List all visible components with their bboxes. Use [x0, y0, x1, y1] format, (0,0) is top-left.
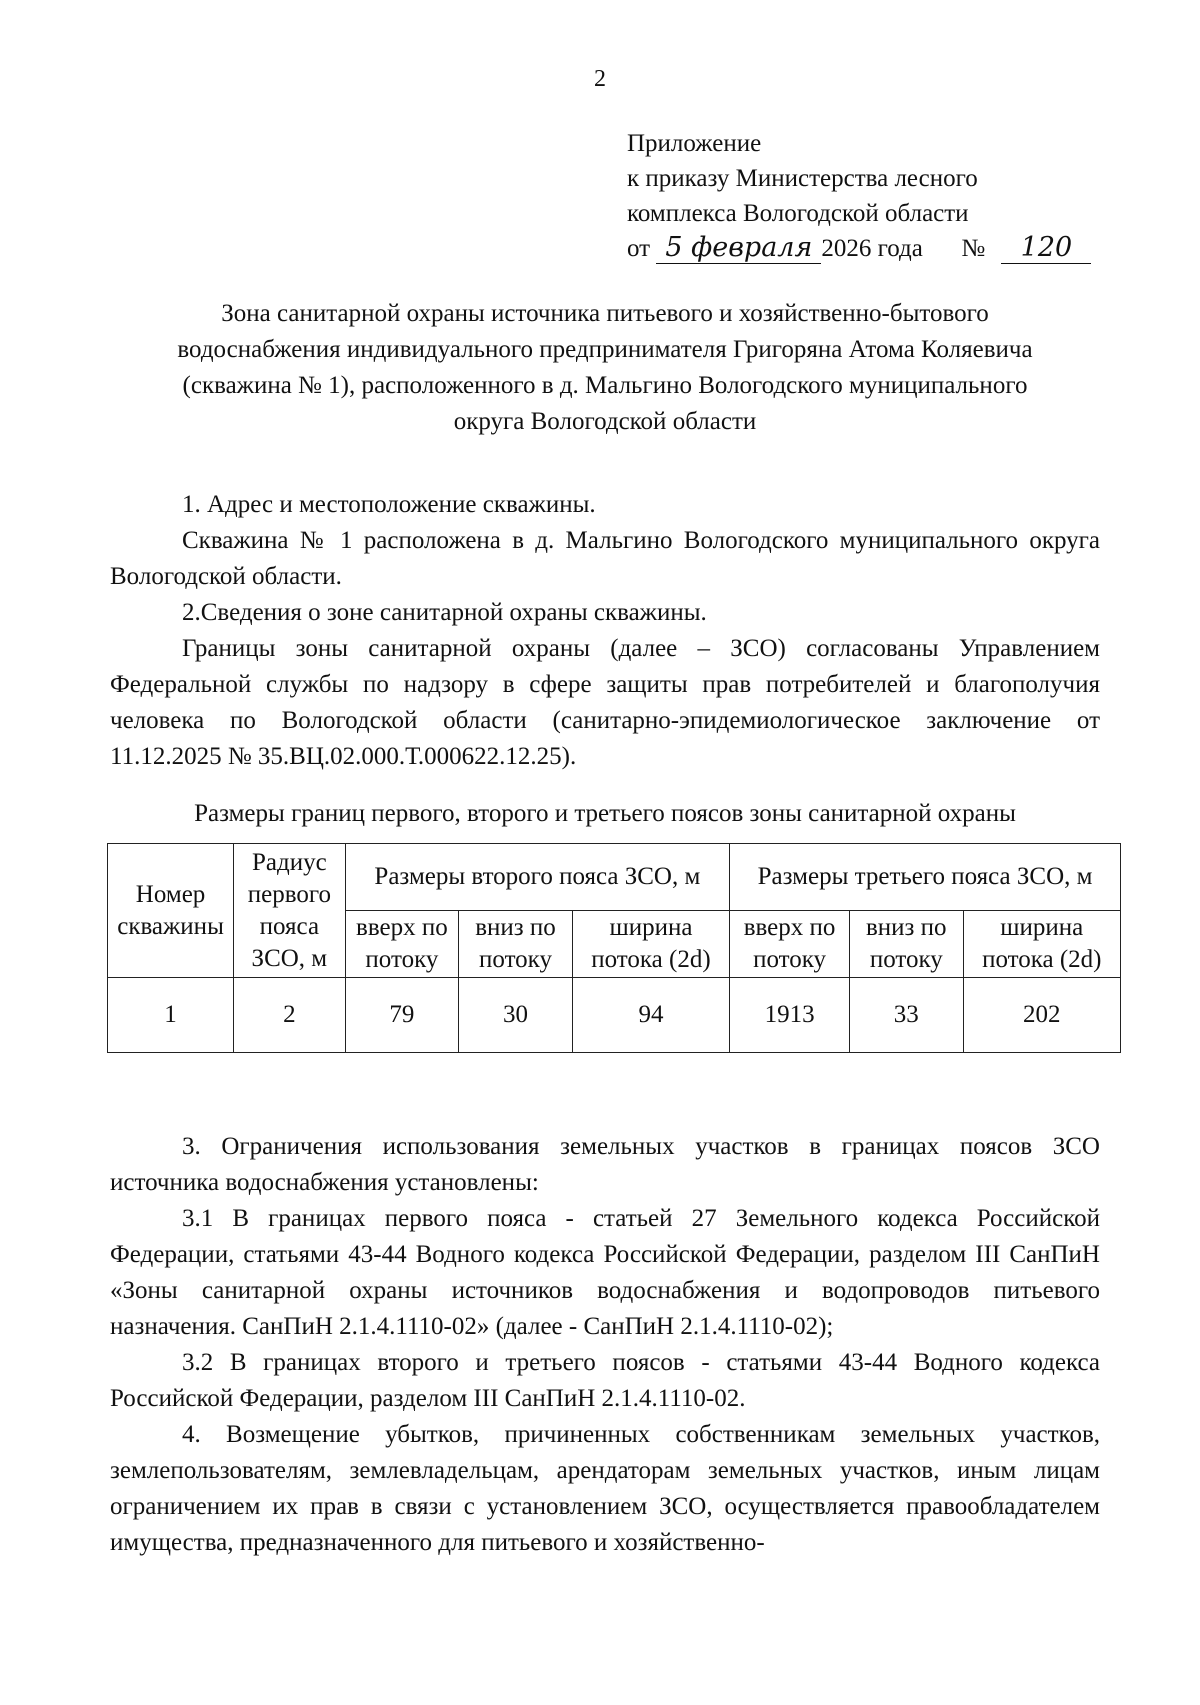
header-well-number: Номер скважины [108, 844, 234, 978]
section-3-1: 3.1 В границах первого пояса - статьей 27 Земельного кодекса Российской Федерации, статьями 43-44 Водного кодекса Российской Федерации, разделом III СанПиН «Зоны санитарной охраны источников водоснабжения и водопроводов питьевого назначения. СанПиН 2.1.4.1110-02» (далее - СанПиН 2.1.4.1110-02); [110, 1205, 1100, 1340]
section-2-text: Границы зоны санитарной охраны (далее – ЗСО) согласованы Управлением Федеральной службы по надзору в сфере защиты прав потребителей и благополучия человека по Вологодской области (санитарно-эпидемиологическое заключение от 11.12.2025 № 35.ВЦ.02.000.Т.000622.12.25). [110, 635, 1100, 770]
table-row [108, 978, 1121, 1053]
section-1-heading: 1. Адрес и местоположение скважины. [182, 491, 596, 518]
handwritten-date: 5 февраля [656, 233, 821, 264]
section-3-intro: 3. Ограничения использования земельных участков в границах поясов ЗСО источника водоснабжения установлены: [110, 1133, 1100, 1196]
header-radius: Радиус первого пояса ЗСО, м [234, 844, 346, 978]
cell-well-number: 1 [108, 978, 234, 1053]
section-1-2 [110, 487, 1100, 775]
appendix-date-row [627, 231, 1091, 266]
header-z3-width: ширина потока (2d) [963, 911, 1120, 978]
number-label: № [961, 235, 986, 262]
from-label: от [627, 235, 651, 262]
appendix-line: к приказу Министерства лесного [627, 165, 978, 192]
appendix-line: Приложение [627, 130, 762, 157]
cell-z3-width: 202 [963, 978, 1120, 1053]
header-z2-width: ширина потока (2d) [572, 911, 729, 978]
year-label: 2026 года [821, 235, 923, 262]
section-2-heading: 2.Сведения о зоне санитарной охраны скважины. [182, 599, 707, 626]
appendix-block [627, 126, 1091, 266]
section-3-4 [110, 1129, 1100, 1561]
cell-z2-width: 94 [572, 978, 729, 1053]
title-line: округа Вологодской области [453, 408, 757, 435]
cell-z2-up: 79 [345, 978, 459, 1053]
table-caption: Размеры границ первого, второго и третьего поясов зоны санитарной охраны [194, 800, 1016, 827]
document-title [110, 296, 1100, 440]
section-1-text: Скважина № 1 расположена в д. Мальгино Вологодского муниципального округа Вологодской области. [110, 527, 1100, 590]
cell-z3-up: 1913 [730, 978, 850, 1053]
zso-table [107, 843, 1121, 1053]
title-line: водоснабжения индивидуального предпринимателя Григоряна Атома Коляевича [177, 336, 1033, 363]
header-z3-upstream: вверх по потоку [730, 911, 850, 978]
page-number: 2 [594, 66, 606, 92]
appendix-line: комплекса Вологодской области [627, 200, 969, 227]
section-4: 4. Возмещение убытков, причиненных собственникам земельных участков, землепользователям, землевладельцам, арендаторам земельных участков, иным лицам ограничением их прав в связи с установлением ЗСО, осуществляется правообладателем имущества, предназначенного для питьевого и хозяйственно- [110, 1421, 1100, 1556]
header-z3-downstream: вниз по потоку [849, 911, 963, 978]
header-third-zone: Размеры третьего пояса ЗСО, м [730, 844, 1121, 911]
header-second-zone: Размеры второго пояса ЗСО, м [345, 844, 730, 911]
section-3-2: 3.2 В границах второго и третьего поясов - статьями 43-44 Водного кодекса Российской Федерации, разделом III СанПиН 2.1.4.1110-02. [110, 1349, 1100, 1412]
header-z2-downstream: вниз по потоку [459, 911, 573, 978]
cell-radius: 2 [234, 978, 346, 1053]
header-z2-upstream: вверх по потоку [345, 911, 459, 978]
handwritten-number: 120 [1001, 233, 1091, 264]
cell-z3-down: 33 [849, 978, 963, 1053]
title-line: Зона санитарной охраны источника питьевого и хозяйственно-бытового [221, 300, 989, 327]
title-line: (скважина № 1), расположенного в д. Мальгино Вологодского муниципального [182, 372, 1028, 399]
cell-z2-down: 30 [459, 978, 573, 1053]
